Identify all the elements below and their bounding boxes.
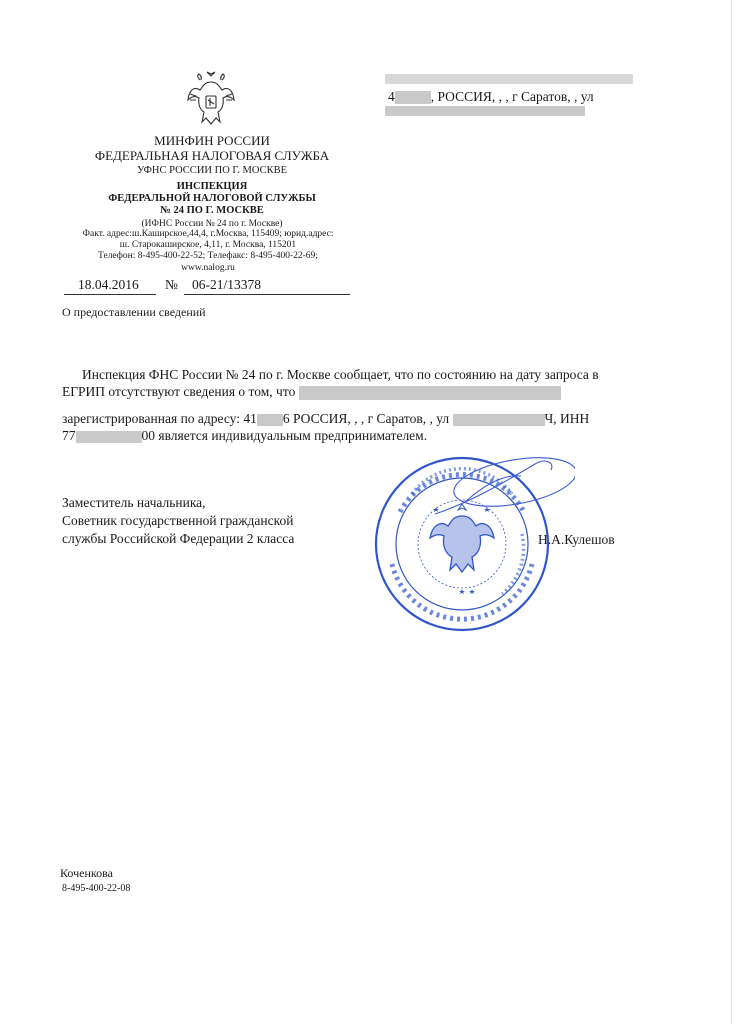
number-sign: № [165,277,178,292]
executor-name: Коченкова [60,866,113,880]
page-edge [731,0,732,1024]
address-line-2: ш. Старокаширское, 4,11, г. Москва, 115201 [119,240,297,251]
russian-coat-of-arms-icon [186,70,236,128]
body-line-4-post: 00 является индивидуальным предпринимателем. [141,428,428,443]
body-line-3-post: Ч, ИНН [544,411,590,426]
body-line-4-pre: 77 [62,428,76,443]
body-line-3-pre: зарегистрированная по адресу: 41 [62,411,257,426]
number-underline [184,294,350,295]
executor-phone: 8-495-400-22-08 [62,883,131,894]
recipient-address [388,89,594,105]
department-name: УФНС РОССИИ ПО Г. МОСКВЕ [136,165,288,176]
redaction-bar [385,106,585,116]
redaction-bar [76,431,142,443]
address-block [58,229,358,274]
signatory-title-3: службы Российской Федерации 2 класса [62,531,295,546]
ministry-name: МИНФИН РОССИИ [154,133,270,148]
body-line-2-text: ЕГРИП отсутствуют сведения о том, что [62,384,296,399]
body-line-3 [62,410,642,428]
redaction-bar [453,414,545,426]
document-number: 06-21/13378 [192,277,261,292]
recipient-prefix: 4 [388,89,395,104]
document-subject: О предоставлении сведений [62,305,206,319]
redaction-bar [257,414,283,426]
redaction-bar [395,91,431,104]
website: www.nalog.ru [181,262,235,273]
body-line-1: Инспекция ФНС России № 24 по г. Москве сообщает, что по состоянию на дату запроса в [82,367,599,382]
body-line-2 [62,383,642,401]
phone-line: Телефон: 8-495-400-22-52; Телефакс: 8-495-400-22-69; [98,251,318,262]
redaction-bar [299,386,561,400]
document-date: 18.04.2016 [78,277,139,292]
handwritten-signature [425,444,575,524]
redaction-bar [385,74,633,84]
inspection-line-3: № 24 ПО Г. МОСКВЕ [160,205,264,216]
signatory-title-2: Советник государственной гражданской [62,513,294,528]
signer-name: Н.А.Кулешов [538,532,615,547]
inspection-line-1: ИНСПЕКЦИЯ [176,181,248,192]
body-line-4 [62,427,642,445]
signatory-title-1: Заместитель начальника, [62,495,206,510]
recipient-suffix: , РОССИЯ, , , г Саратов, , ул [430,89,594,104]
inspection-short-name: (ИФНС России № 24 по г. Москве) [141,219,283,229]
body-line-3-mid: 6 РОССИЯ, , , г Саратов, , ул [282,411,450,426]
address-line-1: Факт. адрес:ш.Каширское,44,4, г.Москва, 115409; юрид.адрес: [82,229,334,239]
date-underline [64,294,156,295]
inspection-line-2: ФЕДЕРАЛЬНОЙ НАЛОГОВОЙ СЛУЖБЫ [108,193,316,204]
service-name: ФЕДЕРАЛЬНАЯ НАЛОГОВАЯ СЛУЖБА [94,148,330,163]
